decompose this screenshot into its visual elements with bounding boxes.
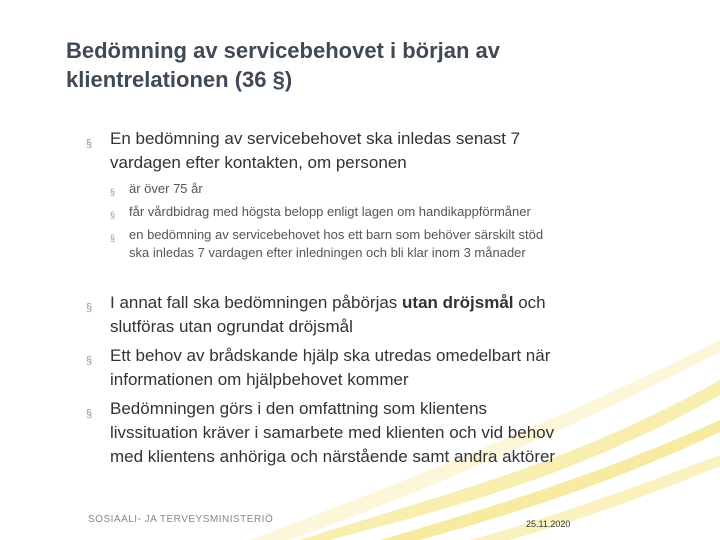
bullet-text-emphasis: utan dröjsmål	[402, 293, 514, 312]
bullet-item	[86, 344, 646, 392]
sub-bullet-item	[110, 226, 670, 262]
bullet-text-line: slutföras utan ogrundat dröjsmål	[110, 317, 353, 336]
bullet-text-line: med klientens anhöriga och närstående samt andra aktörer	[110, 447, 556, 466]
bullet-text-segment: I annat fall ska bedömningen påbörjas	[110, 293, 403, 312]
bullet-text-line: vardagen efter kontakten, om personen	[110, 153, 407, 172]
title-line-2: klientrelationen (36 §)	[66, 67, 293, 92]
bullet-marker: §	[110, 187, 116, 197]
sub-bullet-item	[110, 203, 670, 221]
bullet-text-line: får vårdbidrag med högsta belopp enligt lagen om handikappförmåner	[129, 204, 531, 219]
bullet-text-line: Bedömningen görs i den omfattning som klientens	[110, 399, 488, 418]
bullet-text-line: Ett behov av brådskande hjälp ska utredas omedelbart när	[110, 346, 551, 365]
bullet-marker: §	[110, 233, 116, 243]
ministry-logo: SOSIAALI- JA TERVEYSMINISTERIÖ	[88, 514, 274, 525]
bullet-text-line: livssituation kräver i samarbete med klienten och vid behov	[110, 423, 555, 442]
bullet-text-line: en bedömning av servicebehovet hos ett barn som behöver särskilt stöd	[129, 227, 544, 242]
bullet-text-line	[86, 291, 646, 315]
bullet-text-line: informationen om hjälpbehovet kommer	[110, 370, 409, 389]
bullet-item	[86, 291, 646, 339]
sub-bullet-item	[110, 180, 670, 198]
bullet-marker: §	[86, 138, 93, 150]
bullet-marker: §	[110, 210, 116, 220]
bullet-text-line: är över 75 år	[129, 181, 203, 196]
bullet-marker: §	[86, 302, 93, 314]
bullet-text-line: ska inledas 7 vardagen efter inledningen och bli klar inom 3 månader	[129, 245, 526, 260]
bullet-text-line: En bedömning av servicebehovet ska inledas senast 7	[110, 129, 521, 148]
bullet-text-segment: och	[513, 293, 546, 312]
bullet-item	[86, 397, 646, 469]
footer-date: 25.11.2020	[526, 519, 571, 529]
bullet-marker: §	[86, 355, 93, 367]
bullet-marker: §	[86, 408, 93, 420]
slide-title	[66, 36, 666, 94]
title-line-1: Bedömning av servicebehovet i början av	[66, 38, 501, 63]
bullet-item	[86, 127, 646, 175]
